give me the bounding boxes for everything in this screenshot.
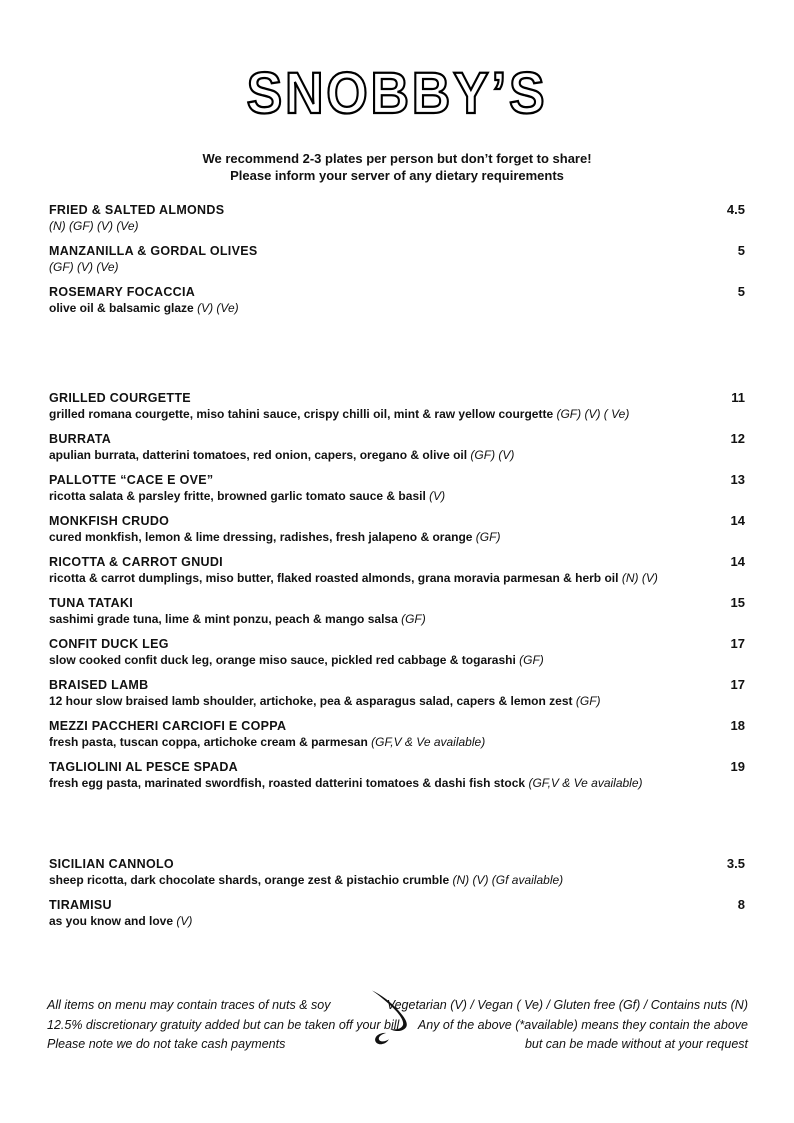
intro-line-1: We recommend 2-3 plates per person but don’t forget to share! [202, 151, 592, 166]
item-description: ricotta & carrot dumplings, miso butter, flaked roasted almonds, grana moravia parmesan & herb oil [49, 571, 619, 585]
item-price: 3.5 [726, 856, 745, 871]
item-dietary-tags: (GF) [519, 653, 544, 667]
menu-item [49, 759, 745, 790]
item-name: SICILIAN CANNOLO [49, 857, 174, 871]
menu-item [49, 243, 745, 274]
item-name: BURRATA [49, 432, 112, 446]
item-price: 14 [730, 554, 745, 569]
menu-item [49, 718, 745, 749]
intro-line-2: Please inform your server of any dietary requirements [230, 168, 564, 183]
item-description: 12 hour slow braised lamb shoulder, artichoke, pea & asparagus salad, capers & lemon zest [49, 694, 573, 708]
item-dietary-tags: (GF) [475, 530, 501, 544]
menu-item [49, 595, 745, 626]
menu-item [49, 431, 745, 462]
item-dietary-tags: (GF,V & Ve available) [371, 735, 486, 749]
item-name: TUNA TATAKI [49, 596, 134, 610]
menu-item [49, 554, 745, 585]
item-price: 5 [737, 243, 745, 258]
item-name: GRILLED COURGETTE [49, 391, 191, 405]
item-name: ROSEMARY FOCACCIA [49, 285, 196, 299]
item-name: TIRAMISU [49, 898, 112, 912]
item-price: 11 [731, 390, 745, 405]
footer-left-line: Please note we do not take cash payments [47, 1037, 286, 1051]
item-price: 18 [730, 718, 745, 733]
item-name: FRIED & SALTED ALMONDS [49, 203, 225, 217]
item-price: 8 [737, 897, 745, 912]
item-price: 17 [730, 677, 745, 692]
item-name: PALLOTTE “CACE E OVE” [49, 473, 214, 487]
item-name: MONKFISH CRUDO [49, 514, 170, 528]
menu-item [49, 390, 745, 421]
item-description: as you know and love [49, 914, 174, 928]
item-dietary-tags: (V) [176, 914, 193, 928]
item-description: cured monkfish, lemon & lime dressing, radishes, fresh jalapeno & orange [49, 530, 473, 544]
footer-note-left [47, 996, 399, 1055]
menu-section-desserts [49, 856, 745, 938]
menu-item [49, 677, 745, 708]
item-description: olive oil & balsamic glaze [49, 301, 194, 315]
item-price: 12 [730, 431, 745, 446]
item-description: fresh egg pasta, marinated swordfish, roasted datterini tomatoes & dashi fish stock [49, 776, 526, 790]
menu-item [49, 897, 745, 928]
item-dietary-tags: (N) (GF) (V) (Ve) [49, 219, 139, 233]
item-price: 13 [730, 472, 745, 487]
item-description: slow cooked confit duck leg, orange miso sauce, pickled red cabbage & togarashi [49, 653, 516, 667]
footer-right-line: but can be made without at your request [524, 1037, 748, 1051]
footer-left-line: All items on menu may contain traces of nuts & soy [47, 998, 331, 1012]
item-name: MANZANILLA & GORDAL OLIVES [49, 244, 258, 258]
item-description: sashimi grade tuna, lime & mint ponzu, peach & mango salsa [49, 612, 398, 626]
item-description: fresh pasta, tuscan coppa, artichoke cream & parmesan [49, 735, 368, 749]
menu-section-plates [49, 390, 745, 800]
item-dietary-tags: (GF) (V) (Ve) [49, 260, 119, 274]
item-price: 19 [730, 759, 745, 774]
item-dietary-tags: (N) (V) (Gf available) [452, 873, 564, 887]
item-name: TAGLIOLINI AL PESCE SPADA [49, 760, 238, 774]
footer-right-line: Vegetarian (V) / Vegan ( Ve) / Gluten free (Gf) / Contains nuts (N) [386, 998, 748, 1012]
menu-item [49, 856, 745, 887]
item-description: apulian burrata, datterini tomatoes, red onion, capers, oregano & olive oil [49, 448, 468, 462]
footer-note-right [387, 996, 748, 1055]
item-name: RICOTTA & CARROT GNUDI [49, 555, 223, 569]
item-dietary-tags: (V) (Ve) [197, 301, 239, 315]
item-price: 14 [730, 513, 745, 528]
menu-section-snacks [49, 202, 745, 325]
item-price: 17 [730, 636, 745, 651]
footer-left-line: 12.5% discretionary gratuity added but can be taken off your bill [47, 1017, 400, 1032]
item-description: sheep ricotta, dark chocolate shards, orange zest & pistachio crumble [49, 873, 450, 887]
intro-note [0, 150, 794, 184]
item-dietary-tags: (N) (V) [621, 571, 658, 585]
menu-item [49, 513, 745, 544]
item-dietary-tags: (GF) [401, 612, 426, 626]
item-price: 15 [730, 595, 745, 610]
item-description: ricotta salata & parsley fritte, browned garlic tomato sauce & basil [49, 489, 426, 503]
item-dietary-tags: (GF) (V) [470, 448, 515, 462]
menu-item [49, 636, 745, 667]
restaurant-logo: SNOBBY’S [246, 61, 548, 126]
item-name: MEZZI PACCHERI CARCIOFI E COPPA [49, 719, 287, 733]
item-dietary-tags: (GF) (V) ( Ve) [556, 407, 630, 421]
item-price: 5 [737, 284, 745, 299]
menu-item [49, 472, 745, 503]
item-name: BRAISED LAMB [49, 678, 149, 692]
item-name: CONFIT DUCK LEG [49, 637, 169, 651]
menu-item [49, 202, 745, 233]
item-dietary-tags: (GF,V & Ve available) [528, 776, 643, 790]
item-dietary-tags: (V) [429, 489, 446, 503]
item-price: 4.5 [726, 202, 745, 217]
footer-right-line: Any of the above (*available) means they contain the above [417, 1017, 748, 1032]
menu-item [49, 284, 745, 315]
item-description: grilled romana courgette, miso tahini sauce, crispy chilli oil, mint & raw yellow courgette [49, 407, 554, 421]
item-dietary-tags: (GF) [575, 694, 601, 708]
